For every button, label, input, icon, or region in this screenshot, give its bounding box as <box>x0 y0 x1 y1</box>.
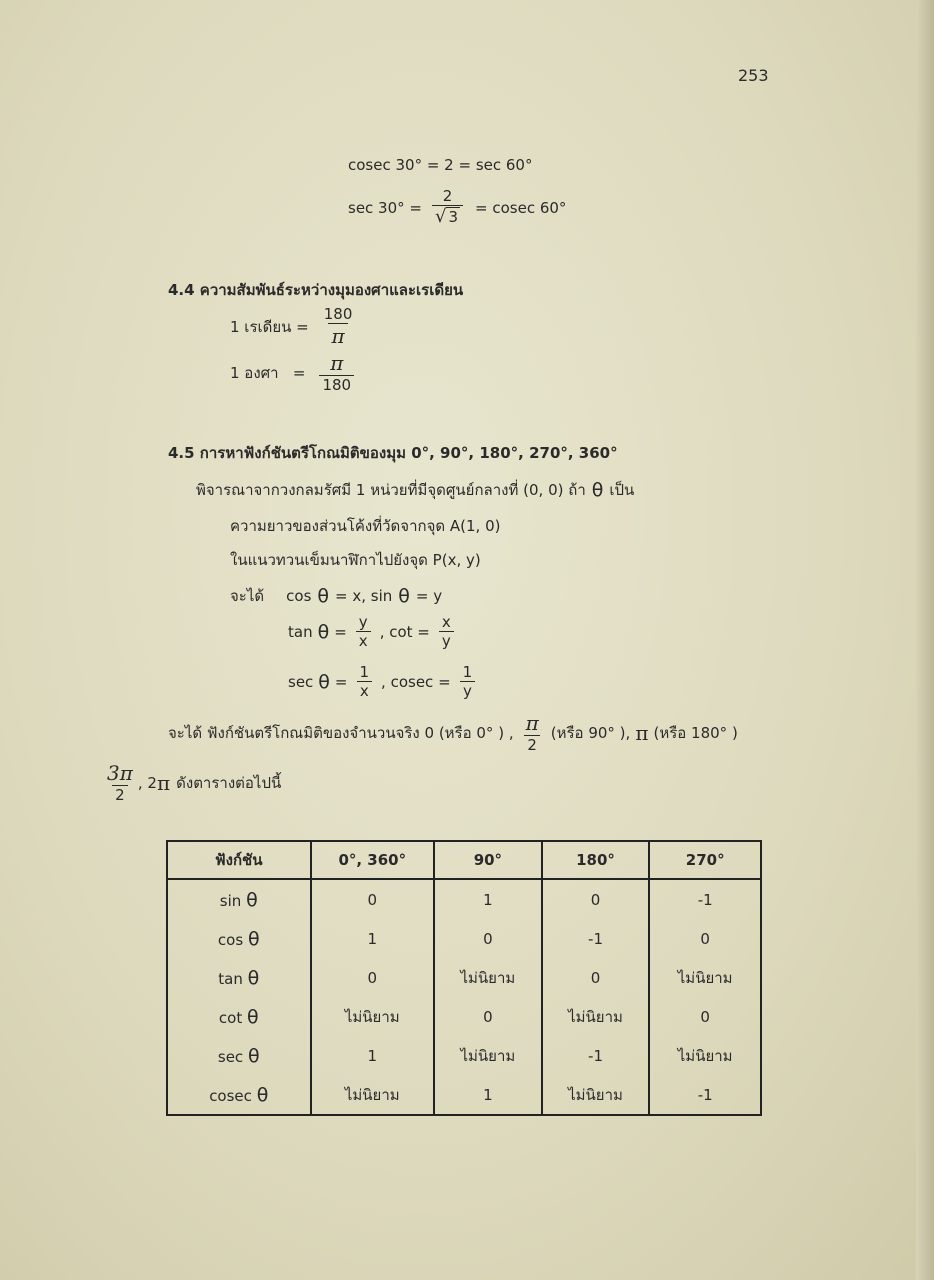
radian-label: 1 เรเดียน = <box>230 318 309 337</box>
table-header-cell: 0°, 360° <box>311 841 435 879</box>
table-cell: ไม่นิยาม <box>311 997 435 1036</box>
table-header-cell: 180° <box>542 841 650 879</box>
table-row <box>167 1075 761 1115</box>
section-4-5-heading: 4.5 การหาฟังก์ชันตรีโกณมิติของมุม 0°, 90°, 180°, 270°, 360° <box>168 444 618 462</box>
fraction-numerator: 1 <box>462 663 473 681</box>
conclusion-line-1 <box>168 712 738 754</box>
theta-symbol: θ <box>247 927 260 950</box>
table-header-cell: 270° <box>649 841 761 879</box>
table-cell: 0 <box>434 919 542 958</box>
theta-symbol: θ <box>398 585 410 607</box>
table-cell: ไม่นิยาม <box>649 1036 761 1075</box>
fraction-denominator: y <box>439 631 454 650</box>
trig-values-table <box>166 840 762 1116</box>
function-name-cell <box>167 1036 311 1075</box>
theta-symbol: θ <box>318 671 330 694</box>
table-cell: 1 <box>311 919 435 958</box>
table-cell: -1 <box>542 919 650 958</box>
table-header-cell: 90° <box>434 841 542 879</box>
fraction-y-over-x <box>356 614 371 650</box>
equals-sign: = <box>334 623 347 642</box>
cos-equals-x: = x, sin <box>335 587 393 605</box>
table-cell: 0 <box>311 879 435 919</box>
fraction-denominator: x <box>356 631 371 650</box>
fraction-numerator: 1 <box>359 663 370 681</box>
fraction-denominator: y <box>460 681 475 700</box>
fraction-denominator <box>432 205 463 228</box>
paragraph-1 <box>196 478 634 502</box>
sqrt-argument: 3 <box>448 208 459 227</box>
fraction-1-over-x <box>357 664 373 700</box>
table-cell: ไม่นิยาม <box>649 958 761 997</box>
conclusion-text-c: (หรือ 180° ) <box>653 724 738 742</box>
fraction-denominator: 180 <box>319 375 354 394</box>
table-row <box>167 879 761 919</box>
fraction-3pi-over-2 <box>104 762 136 804</box>
fraction-numerator: 3π <box>107 761 133 785</box>
fraction-denominator: x <box>357 681 372 700</box>
paragraph-1-text: พิจารณาจากวงกลมรัศมี 1 หน่วยที่มีจุดศูนย์กลางที่ (0, 0) ถ้า <box>196 481 586 499</box>
fraction-denominator: 2 <box>112 785 128 804</box>
equation-sec30-rhs: = cosec 60° <box>475 198 567 217</box>
function-name: cot <box>218 1008 243 1027</box>
fraction-denominator: π <box>328 323 347 348</box>
sec-cosec-equation <box>288 664 479 700</box>
fraction-numerator: x <box>441 613 451 631</box>
function-name: sec <box>217 1047 244 1066</box>
table-cell: ไม่นิยาม <box>434 958 542 997</box>
function-name-cell <box>167 879 311 919</box>
paragraph-1-end: เป็น <box>609 481 635 499</box>
table-cell: 1 <box>434 1075 542 1115</box>
table-cell: ไม่นิยาม <box>542 1075 650 1115</box>
equals-sign: = <box>334 673 348 692</box>
theta-symbol: θ <box>317 621 330 644</box>
fraction-numerator: π <box>525 711 539 735</box>
table-header-row <box>167 841 761 879</box>
fraction-numerator: y <box>358 613 368 631</box>
table-cell: 0 <box>649 919 761 958</box>
table-cell: -1 <box>649 879 761 919</box>
theta-symbol: θ <box>247 1044 260 1067</box>
conclusion-text-d: ดังตารางต่อไปนี้ <box>176 774 282 792</box>
theta-symbol: θ <box>246 1005 259 1028</box>
sqrt-symbol: √ <box>434 206 447 228</box>
table-cell: 0 <box>542 958 650 997</box>
function-name-cell <box>167 919 311 958</box>
theta-symbol: θ <box>256 1083 269 1106</box>
fraction-pi-over-2 <box>523 712 542 754</box>
fraction-numerator: π <box>330 351 344 375</box>
cosec-label: , cosec = <box>381 673 451 692</box>
function-name: tan <box>218 969 243 988</box>
page-number: 253 <box>738 66 769 85</box>
theta-symbol: θ <box>591 479 604 501</box>
table-row <box>167 958 761 997</box>
table-cell: 1 <box>434 879 542 919</box>
function-name-cell <box>167 1075 311 1115</box>
conclusion-line-2 <box>104 762 281 804</box>
table-cell: ไม่นิยาม <box>542 997 650 1036</box>
degree-label: 1 องศา = <box>230 364 306 382</box>
equation-cosec30: cosec 30° = 2 = sec 60° <box>348 156 533 174</box>
fraction-x-over-y <box>439 614 454 650</box>
theta-symbol: θ <box>247 966 260 989</box>
table-cell: ไม่นิยาม <box>311 1075 435 1115</box>
radian-equation <box>230 306 359 348</box>
fraction-denominator: 2 <box>524 735 540 754</box>
paragraph-2: ความยาวของส่วนโค้งที่วัดจากจุด A(1, 0) <box>230 517 501 535</box>
table-header-cell: ฟังก์ชัน <box>167 841 311 879</box>
fraction-1-over-y <box>460 664 476 700</box>
table-cell: 0 <box>434 997 542 1036</box>
conclusion-text-a: จะได้ ฟังก์ชันตรีโกณมิติของจำนวนจริง 0 (หรือ 0° ) , <box>168 724 514 742</box>
conclusion-text-b: (หรือ 90° ), <box>550 724 631 742</box>
tan-label: tan <box>288 623 313 642</box>
theta-symbol: θ <box>246 888 258 911</box>
fraction-numerator: 180 <box>323 305 353 323</box>
table-cell: 0 <box>649 997 761 1036</box>
table-row <box>167 1036 761 1075</box>
pi-symbol: π <box>635 721 649 745</box>
table-cell: 0 <box>542 879 650 919</box>
table-cell: -1 <box>542 1036 650 1075</box>
section-4-4-heading: 4.4 ความสัมพันธ์ระหว่างมุมองศาและเรเดียน <box>168 281 464 299</box>
sec-label: sec <box>288 673 314 692</box>
degree-equation <box>230 352 358 394</box>
equation-sec30-lhs: sec 30° = <box>348 198 422 217</box>
conclusion-2pi-prefix: , 2 <box>137 774 157 792</box>
fraction-pi-over-180 <box>319 352 354 394</box>
table-row <box>167 919 761 958</box>
pi-symbol: π <box>156 771 171 795</box>
page-edge <box>916 0 934 1280</box>
equation-sec30 <box>348 188 566 228</box>
table-cell: -1 <box>649 1075 761 1115</box>
function-name: cos <box>217 930 244 949</box>
cot-label: , cot = <box>379 623 430 642</box>
cos-label: cos <box>286 587 312 605</box>
function-name: sin <box>219 891 242 910</box>
table-cell: 0 <box>311 958 435 997</box>
sin-equals-y: = y <box>415 587 443 605</box>
fraction-2-over-sqrt3 <box>432 188 463 228</box>
fraction-numerator: 2 <box>442 187 453 205</box>
tan-cot-equation <box>288 614 458 650</box>
cos-sin-equation <box>230 584 442 608</box>
theta-symbol: θ <box>317 585 330 607</box>
function-name: cosec <box>209 1086 252 1105</box>
jadai-label: จะได้ <box>230 587 265 605</box>
table-cell: 1 <box>311 1036 435 1075</box>
function-name-cell <box>167 997 311 1036</box>
function-name-cell <box>167 958 311 997</box>
table-row <box>167 997 761 1036</box>
paragraph-3: ในแนวทวนเข็มนาฬิกาไปยังจุด P(x, y) <box>230 551 481 569</box>
table-cell: ไม่นิยาม <box>434 1036 542 1075</box>
fraction-180-over-pi <box>321 306 356 348</box>
